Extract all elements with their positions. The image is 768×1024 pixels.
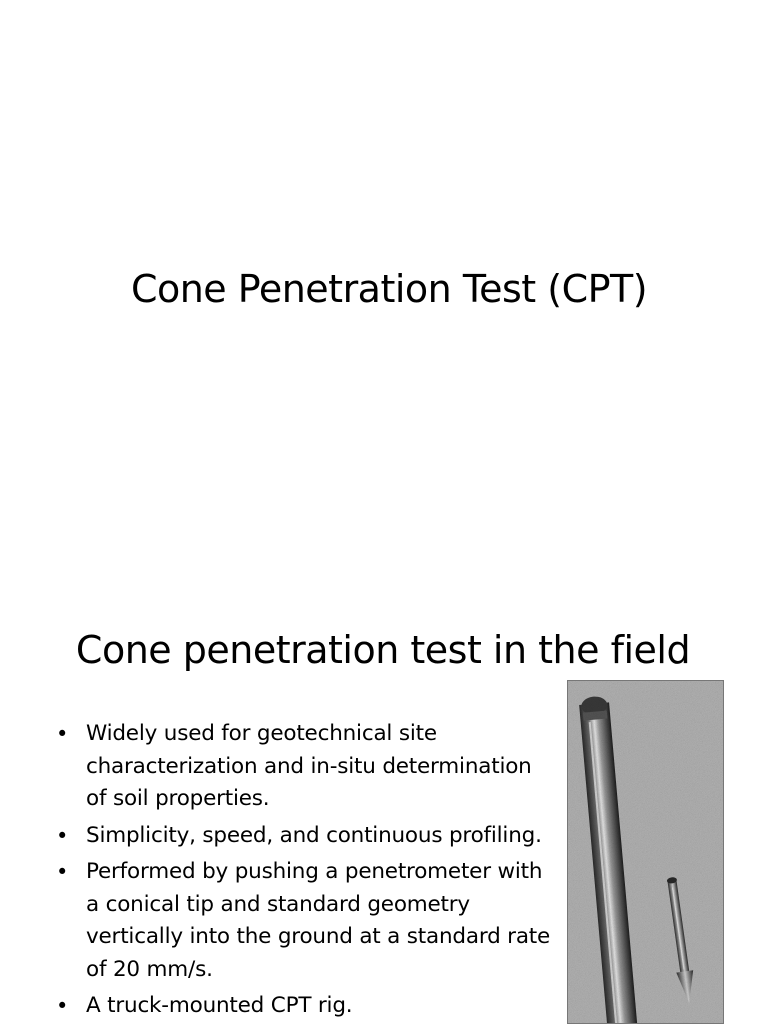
bullet-icon: • xyxy=(56,994,69,1018)
slide-title-cpt: Cone Penetration Test (CPT) xyxy=(130,267,648,311)
bullet-item xyxy=(56,990,556,1023)
penetrometer-photo xyxy=(567,680,724,1024)
penetrometer-photo-image xyxy=(568,681,724,1024)
bullet-text: Performed by pushing a penetrometer with a conical tip and standard geometry vertically into the ground at a standard rate of 20 mm/s. xyxy=(86,859,551,982)
bullet-text: A truck-mounted CPT rig. xyxy=(86,993,353,1018)
bullet-list xyxy=(56,718,556,1024)
bullet-icon: • xyxy=(56,722,69,746)
bullet-item xyxy=(56,820,556,853)
slide-title-field: Cone penetration test in the field xyxy=(75,628,691,672)
bullet-item xyxy=(56,718,556,816)
bullet-item xyxy=(56,856,556,986)
bullet-text: Widely used for geotechnical site characterization and in-situ determination of soil properties. xyxy=(86,721,532,811)
bullet-icon: • xyxy=(56,823,69,848)
bullet-icon: • xyxy=(56,860,69,884)
bullet-text: Simplicity, speed, and continuous profiling. xyxy=(86,822,542,848)
